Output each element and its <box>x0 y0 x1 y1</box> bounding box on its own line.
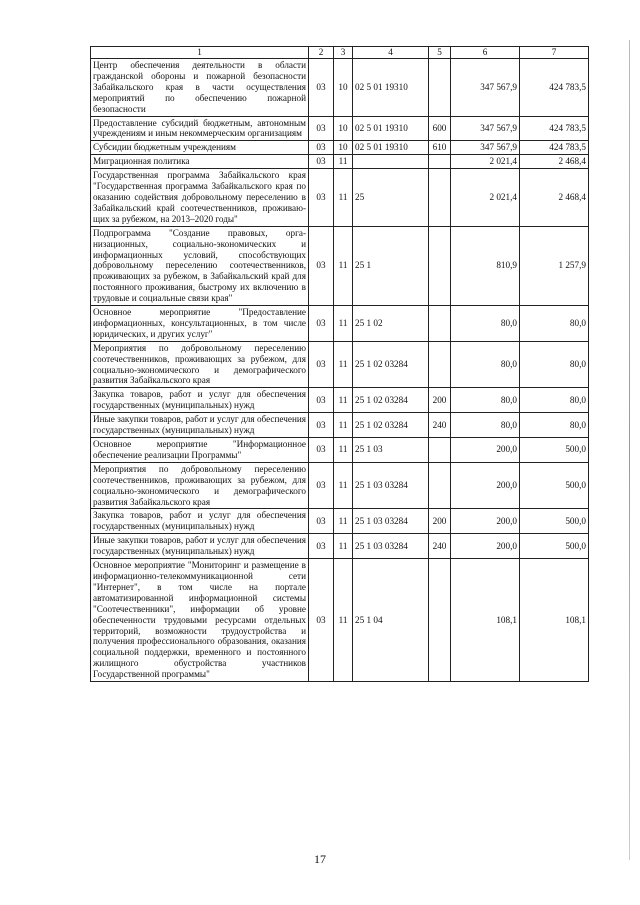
row-expense-type <box>429 559 451 682</box>
row-expense-type: 200 <box>429 509 451 534</box>
row-ministry-code: 03 <box>309 462 334 509</box>
row-ministry-code: 03 <box>309 226 334 305</box>
row-name: Иные закупки товаров, работ и услуг для обеспечения государственных (муниципальных) нужд <box>91 413 309 438</box>
row-amount-col7: 500,0 <box>520 462 589 509</box>
table-row <box>91 388 589 413</box>
row-section-code: 11 <box>334 226 353 305</box>
table-row <box>91 306 589 342</box>
row-name: Подпрограмма "Создание правовых, организационных, социально-экономических и информационных условий, способствующих добровольному переселению соотечественников, проживающих за рубежом, в Забайкальский край для постоянного проживания, быстрому их включению в трудовые и социальные связи края" <box>91 226 309 305</box>
row-section-code: 10 <box>334 141 353 155</box>
row-target-code: 25 1 03 <box>353 438 429 463</box>
row-target-code: 25 1 03 03284 <box>353 534 429 559</box>
row-ministry-code: 03 <box>309 413 334 438</box>
table-row <box>91 141 589 155</box>
table-row <box>91 559 589 682</box>
header-col-1: 1 <box>91 47 309 59</box>
row-section-code: 11 <box>334 155 353 169</box>
row-name: Основное мероприятие "Предоставление информационных, консультационных, в том числе юридических, и других услуг" <box>91 306 309 342</box>
row-ministry-code: 03 <box>309 141 334 155</box>
row-amount-col6: 200,0 <box>451 438 520 463</box>
header-col-2: 2 <box>309 47 334 59</box>
row-name: Основное мероприятие "Информационное обеспечение реализации Программы" <box>91 438 309 463</box>
row-amount-col6: 108,1 <box>451 559 520 682</box>
row-ministry-code: 03 <box>309 306 334 342</box>
row-expense-type: 610 <box>429 141 451 155</box>
row-ministry-code: 03 <box>309 388 334 413</box>
row-expense-type <box>429 462 451 509</box>
table-row <box>91 116 589 141</box>
row-section-code: 10 <box>334 116 353 141</box>
row-expense-type <box>429 155 451 169</box>
row-name: Предоставление субсидий бюджетным, автономным учреждениям и иным некоммерческим организациям <box>91 116 309 141</box>
row-name: Центр обеспечения деятельности в области гражданской обороны и пожарной безопасности Забайкальского края в части осуществления мероприятий по обеспечению пожарной безопасности <box>91 59 309 117</box>
row-amount-col6: 80,0 <box>451 306 520 342</box>
row-name: Миграционная политика <box>91 155 309 169</box>
page-number: 17 <box>314 852 326 866</box>
row-section-code: 11 <box>334 388 353 413</box>
row-amount-col7: 2 468,4 <box>520 169 589 227</box>
row-name: Закупка товаров, работ и услуг для обеспечения государственных (муниципальных) нужд <box>91 509 309 534</box>
row-expense-type: 600 <box>429 116 451 141</box>
row-amount-col7: 424 783,5 <box>520 59 589 117</box>
row-name: Субсидии бюджетным учреждениям <box>91 141 309 155</box>
row-section-code: 11 <box>334 534 353 559</box>
row-expense-type <box>429 169 451 227</box>
table-row <box>91 413 589 438</box>
row-amount-col6: 2 021,4 <box>451 169 520 227</box>
row-target-code: 25 1 02 03284 <box>353 388 429 413</box>
row-amount-col7: 80,0 <box>520 306 589 342</box>
row-ministry-code: 03 <box>309 341 334 388</box>
row-amount-col7: 424 783,5 <box>520 141 589 155</box>
row-section-code: 11 <box>334 462 353 509</box>
row-name: Иные закупки товаров, работ и услуг для обеспечения государственных (муниципальных) нужд <box>91 534 309 559</box>
row-amount-col6: 80,0 <box>451 413 520 438</box>
row-target-code <box>353 155 429 169</box>
row-ministry-code: 03 <box>309 534 334 559</box>
row-amount-col7: 500,0 <box>520 534 589 559</box>
row-expense-type <box>429 226 451 305</box>
row-amount-col7: 1 257,9 <box>520 226 589 305</box>
row-amount-col7: 80,0 <box>520 388 589 413</box>
row-ministry-code: 03 <box>309 116 334 141</box>
table-row <box>91 169 589 227</box>
row-target-code: 02 5 01 19310 <box>353 59 429 117</box>
row-amount-col6: 347 567,9 <box>451 59 520 117</box>
row-ministry-code: 03 <box>309 155 334 169</box>
table-row <box>91 462 589 509</box>
row-name: Мероприятия по добровольному переселению соотечественников, проживающих за рубежом, для социально-экономического и демографического развития Забайкальского края <box>91 341 309 388</box>
row-amount-col6: 80,0 <box>451 341 520 388</box>
row-name: Мероприятия по добровольному переселению соотечественников, проживающих за рубежом, для социально-экономического и демографического развития Забайкальского края <box>91 462 309 509</box>
header-col-5: 5 <box>429 47 451 59</box>
row-amount-col7: 500,0 <box>520 438 589 463</box>
row-amount-col6: 2 021,4 <box>451 155 520 169</box>
row-expense-type <box>429 438 451 463</box>
row-section-code: 11 <box>334 341 353 388</box>
row-ministry-code: 03 <box>309 438 334 463</box>
row-ministry-code: 03 <box>309 559 334 682</box>
header-col-4: 4 <box>353 47 429 59</box>
row-target-code: 25 1 03 03284 <box>353 509 429 534</box>
header-col-6: 6 <box>451 47 520 59</box>
row-name: Основное мероприятие "Мониторинг и размещение в информационно-телекоммуникационной сети "Интернет", в том числе на портале автоматизированной информационной системы "Соотечественники", информации об уровне обеспеченности трудовыми ресурсами отдельных территорий, возможности трудоустройства и получения профессионального образования, оказания социальной поддержки, временного и постоянного жилищного обустройства участников Государственной программы" <box>91 559 309 682</box>
row-section-code: 11 <box>334 559 353 682</box>
budget-table <box>90 46 589 682</box>
row-target-code: 25 1 02 03284 <box>353 413 429 438</box>
header-col-3: 3 <box>334 47 353 59</box>
row-expense-type <box>429 59 451 117</box>
row-name: Государственная программа Забайкальского края "Государственная программа Забайкальского края по оказанию содействия добровольному переселению в Забайкальский край соотечественников, проживающих за рубежом, на 2013–2020 годы" <box>91 169 309 227</box>
row-ministry-code: 03 <box>309 59 334 117</box>
row-name: Закупка товаров, работ и услуг для обеспечения государственных (муниципальных) нужд <box>91 388 309 413</box>
row-section-code: 11 <box>334 509 353 534</box>
row-expense-type <box>429 306 451 342</box>
row-target-code: 25 1 <box>353 226 429 305</box>
table-row <box>91 226 589 305</box>
row-amount-col7: 2 468,4 <box>520 155 589 169</box>
header-row <box>91 47 589 59</box>
header-col-7: 7 <box>520 47 589 59</box>
row-section-code: 11 <box>334 413 353 438</box>
row-target-code: 25 <box>353 169 429 227</box>
row-amount-col7: 80,0 <box>520 341 589 388</box>
row-amount-col6: 347 567,9 <box>451 141 520 155</box>
row-target-code: 25 1 03 03284 <box>353 462 429 509</box>
row-amount-col7: 500,0 <box>520 509 589 534</box>
row-target-code: 25 1 04 <box>353 559 429 682</box>
table-row <box>91 59 589 117</box>
row-ministry-code: 03 <box>309 169 334 227</box>
row-expense-type <box>429 341 451 388</box>
row-target-code: 02 5 01 19310 <box>353 116 429 141</box>
table-row <box>91 509 589 534</box>
row-section-code: 11 <box>334 306 353 342</box>
table-row <box>91 438 589 463</box>
row-amount-col6: 200,0 <box>451 534 520 559</box>
row-section-code: 11 <box>334 169 353 227</box>
scan-edge <box>629 40 630 860</box>
row-expense-type: 240 <box>429 534 451 559</box>
row-target-code: 02 5 01 19310 <box>353 141 429 155</box>
row-amount-col6: 200,0 <box>451 509 520 534</box>
row-amount-col7: 108,1 <box>520 559 589 682</box>
table-row <box>91 534 589 559</box>
row-expense-type: 200 <box>429 388 451 413</box>
table-row <box>91 155 589 169</box>
row-target-code: 25 1 02 03284 <box>353 341 429 388</box>
row-target-code: 25 1 02 <box>353 306 429 342</box>
row-amount-col6: 80,0 <box>451 388 520 413</box>
row-amount-col6: 200,0 <box>451 462 520 509</box>
row-amount-col7: 424 783,5 <box>520 116 589 141</box>
row-section-code: 10 <box>334 59 353 117</box>
table-row <box>91 341 589 388</box>
row-section-code: 11 <box>334 438 353 463</box>
row-amount-col7: 80,0 <box>520 413 589 438</box>
row-ministry-code: 03 <box>309 509 334 534</box>
row-expense-type: 240 <box>429 413 451 438</box>
row-amount-col6: 810,9 <box>451 226 520 305</box>
row-amount-col6: 347 567,9 <box>451 116 520 141</box>
